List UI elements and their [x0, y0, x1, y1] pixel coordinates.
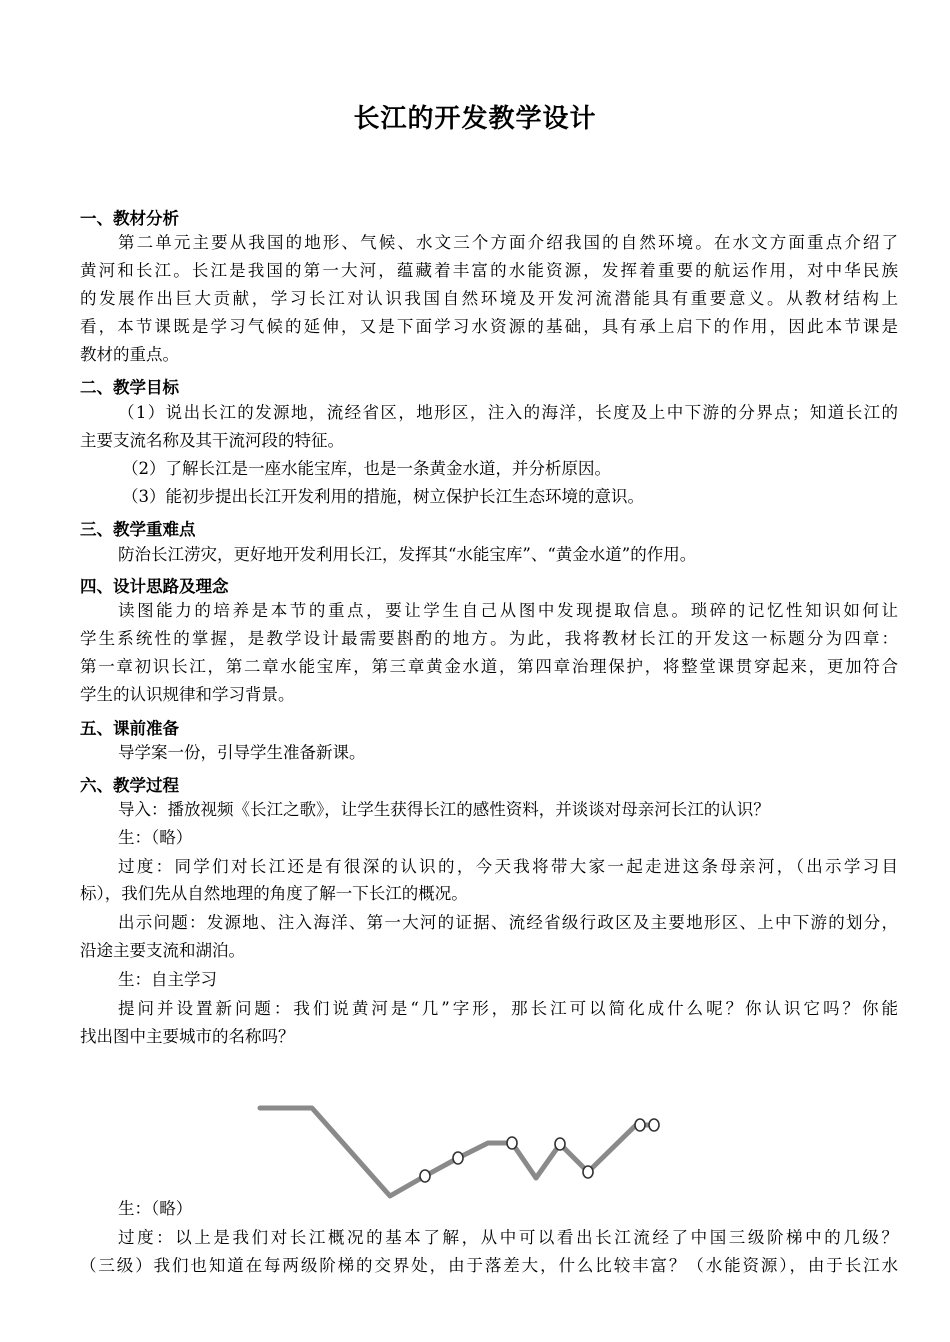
- paragraph-line: 过度：以上是我们对长江概况的基本了解，从中可以看出长江流经了中国三级阶梯中的几级？: [118, 1228, 898, 1247]
- paragraph-line: 教材的重点。: [80, 345, 179, 364]
- section-heading-1: 一、教材分析: [80, 209, 179, 228]
- city-marker: [555, 1138, 565, 1150]
- page-title: 长江的开发教学设计: [353, 104, 597, 134]
- city-marker: [453, 1152, 463, 1164]
- section-heading-5: 五、课前准备: [80, 719, 179, 738]
- paragraph-line: 过度：同学们对长江还是有很深的认识的，今天我将带大家一起走进这条母亲河，（出示学习目: [118, 857, 898, 876]
- section-heading-3: 三、教学重难点: [80, 520, 196, 539]
- paragraph-line: 生：（略）: [118, 1199, 193, 1218]
- paragraph-line: 生：（略）: [118, 828, 193, 847]
- paragraph-line: 第一章初识长江，第二章水能宝库，第三章黄金水道，第四章治理保护，将整堂课贯穿起来，更加符合: [80, 657, 898, 676]
- paragraph-line: 找出图中主要城市的名称吗？: [80, 1027, 295, 1046]
- section-heading-2: 二、教学目标: [80, 378, 179, 397]
- section-heading-4: 四、设计思路及理念: [80, 577, 229, 596]
- paragraph-line: 看，本节课既是学习气候的延伸，又是下面学习水资源的基础，具有承上启下的作用，因此本节课是: [80, 317, 898, 336]
- paragraph-line: 学生系统性的掌握，是教学设计最需要斟酌的地方。为此，我将教材长江的开发这一标题分为四章：: [80, 629, 898, 648]
- paragraph-line: 沿途主要支流和湖泊。: [80, 941, 245, 960]
- paragraph-line: 出示问题：发源地、注入海洋、第一大河的证据、流经省级行政区及主要地形区、上中下游的划分，: [118, 913, 898, 932]
- paragraph-line: 导入：播放视频《长江之歌》，让学生获得长江的感性资料，并谈谈对母亲河长江的认识？: [118, 800, 770, 819]
- section-heading-6: 六、教学过程: [80, 776, 179, 795]
- yangtze-river-sketch: [220, 1092, 710, 1212]
- paragraph-line: 导学案一份，引导学生准备新课。: [118, 743, 366, 762]
- paragraph-line: 防治长江涝灾，更好地开发利用长江，发挥其“水能宝库”、“黄金水道”的作用。: [118, 545, 697, 564]
- paragraph-line: （3）能初步提出长江开发利用的措施，树立保护长江生态环境的意识。: [122, 487, 644, 506]
- city-marker: [583, 1166, 593, 1178]
- paragraph-line: （1）说出长江的发源地，流经省区，地形区，注入的海洋，长度及上中下游的分界点；知道长江的: [118, 403, 898, 422]
- paragraph-line: 第二单元主要从我国的地形、气候、水文三个方面介绍我国的自然环境。在水文方面重点介绍了: [118, 233, 898, 252]
- paragraph-line: 黄河和长江。长江是我国的第一大河，蕴藏着丰富的水能资源，发挥着重要的航运作用，对中华民族: [80, 261, 898, 280]
- city-marker: [507, 1137, 517, 1149]
- paragraph-line: （2）了解长江是一座水能宝库，也是一条黄金水道，并分析原因。: [122, 459, 611, 478]
- paragraph-line: 读图能力的培养是本节的重点，要让学生自己从图中发现提取信息。琐碎的记忆性知识如何让: [118, 601, 898, 620]
- paragraph-line: 提问并设置新问题：我们说黄河是“几”字形，那长江可以简化成什么呢？你认识它吗？你能: [118, 999, 898, 1018]
- paragraph-line: （三级）我们也知道在每两级阶梯的交界处，由于落差大，什么比较丰富？（水能资源），由于长江水: [80, 1256, 898, 1275]
- paragraph-line: 标），我们先从自然地理的角度了解一下长江的概况。: [80, 884, 468, 903]
- paragraph-line: 生：自主学习: [118, 970, 217, 989]
- paragraph-line: 学生的认识规律和学习背景。: [80, 685, 295, 704]
- city-marker: [649, 1119, 659, 1131]
- city-marker: [635, 1119, 645, 1131]
- paragraph-line: 的发展作出巨大贡献，学习长江对认识我国自然环境及开发河流潜能具有重要意义。从教材结构上: [80, 289, 898, 308]
- paragraph-line: 主要支流名称及其干流河段的特征。: [80, 431, 344, 450]
- city-marker: [420, 1170, 430, 1182]
